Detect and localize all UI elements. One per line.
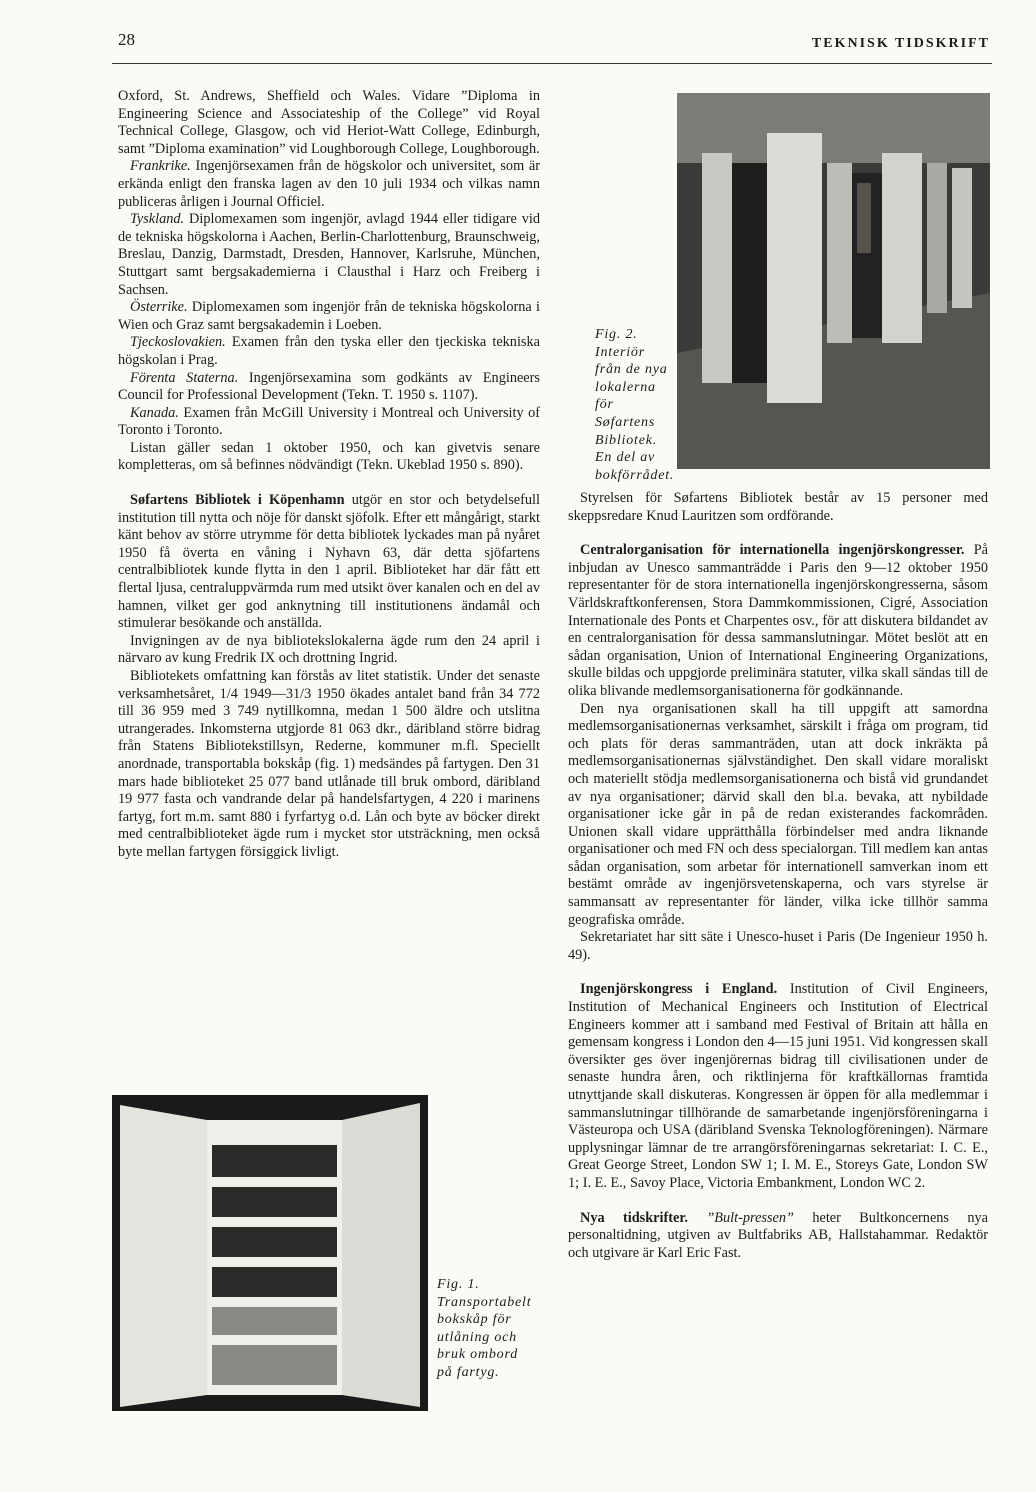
- paragraph-text: Styrelsen för Søfartens Bibliotek består av 15 personer med skeppsredare Knud Lauritzen som ordförande.: [568, 490, 988, 524]
- country-heading: Tyskland.: [130, 211, 185, 228]
- paragraph-text: Ingenjörsexamen från de högskolor och universitet, som är erkända enligt den franska lagen av den 10 juli 1934 och vilkas namn publiceras årligen i Journal Officiel.: [118, 158, 540, 210]
- journal-title: TEKNISK TIDSKRIFT: [811, 36, 990, 51]
- country-heading: Tjeckoslovakien.: [130, 334, 226, 351]
- paragraph-text: Diplomexamen som ingenjör, avlagd 1944 eller tidigare vid de tekniska högskolorna i Aachen, Berlin-Charlottenburg, Braunschweig, Breslau, Danzig, Darmstadt, Dresden, Hannover, Karlsruhe, München, Stuttgart samt bergsakademierna i Clausthal i Harz och Freiberg i Sachsen.: [118, 211, 540, 298]
- header-rule: [112, 63, 992, 64]
- paragraph: [568, 929, 988, 964]
- fig1-bookcase-photo: [112, 1095, 428, 1411]
- paragraph: [118, 668, 540, 862]
- paragraph: [568, 490, 988, 525]
- paragraph: [118, 633, 540, 668]
- paragraph-text: Institution of Civil Engineers, Institution of Mechanical Engineers och Institution of Electrical Engineers kommer att i samband med Festival of Britain att hålla en gemensam kongress i London den 4—15 juni 1951. Vid kongressen skall översikter ges över ingenjörernas bidrag till civilisationen under de senaste hundra åren, och riktlinjerna för kraftkällornas framtida utnyttjande skall diskuteras. Kongressen är öppen för alla medlemmar i sammanslutningar tillhörande de samarbetande ingenjörsföreningarna i Västeuropa och USA (däribland Svenska Teknologföreningen). Närmare upplysningar lämnar de tre arrangörsföreningarnas sekretariat: I. C. E., Great George Street, London SW 1; I. M. E., Storeys Gate, London SW 1; I. E. E., Savoy Place, Victoria Embankment, London WC 2.: [568, 981, 988, 1191]
- paragraph: [118, 88, 540, 158]
- paragraph-forenta-staterna: [118, 370, 540, 405]
- article-centralorganisation: [568, 542, 988, 700]
- fig2-library-interior-photo: [677, 93, 990, 469]
- paragraph-tyskland: [118, 211, 540, 299]
- paragraph-osterrike: [118, 299, 540, 334]
- paragraph-text: heter Bultkoncernens nya personaltidning, utgiven av Bultfabriks AB, Hallstahammar. Redaktör och utgivare är Karl Eric Fast.: [568, 1209, 988, 1261]
- article-heading: Centralorganisation för internationella ingenjörskongresser.: [580, 542, 965, 559]
- publication-title: ”Bult-pressen”: [706, 1209, 794, 1226]
- article-nya-tidskrifter: [568, 1210, 988, 1263]
- paragraph-text: Examen från McGill University i Montreal och University of Toronto i Toronto.: [118, 404, 540, 439]
- paragraph-kanada: [118, 405, 540, 440]
- page-number: 28: [118, 30, 135, 49]
- paragraph-text: Diplomexamen som ingenjör från de tekniska högskolorna i Wien och Graz samt bergsakademin i Loeben.: [118, 299, 540, 333]
- paragraph-text: Den nya organisationen skall ha till uppgift att samordna medlemsorganisationernas verksamhet, särskilt i fråga om program, tid och plats för deras sammanträden, utan att dock inkräkta på medlemsorganisationernas självständighet. Den skall vidare moraliskt och materiellt stödja medlemsorganisationerna och bistå vid grundandet av nya organisationer; därvid skall den bl.a. bevaka, att nybildade organisationer icke går in på de redan existerandes fackområden. Unionen skall vidare upprätthålla förbindelser med andra liknande organisationer och med FN och dess specialorgan. Till medlem kan antas sådan organisation, som arbetar för internationell samverkan inom ett bestämt område av ingenjörsvetenskaperna, och vars styrelse är sammansatt av representanter för länder, vilka icke tillhör samma geografiska område.: [568, 700, 988, 928]
- article-heading: Ingenjörskongress i England.: [580, 981, 778, 998]
- paragraph: [568, 701, 988, 930]
- paragraph-text: Listan gäller sedan 1 oktober 1950, och kan givetvis senare kompletteras, om så befinnes nödvändigt (Tekn. Ukeblad 1950 s. 890).: [118, 439, 540, 474]
- fig1-caption: Fig. 1. Transportabelt bokskåp för utlåning och bruk ombord på fartyg.: [437, 1277, 532, 1380]
- paragraph-text: Bibliotekets omfattning kan förstås av litet statistik. Under det senaste verksamhetsåret, 1/4 1949—31/3 1950 ökades antalet band från 34 772 till 36 959 med 3 749 nytillkomna, medan 1 500 äldre och utslitna utrangerades. Inkomsterna utgjorde 81 063 dkr., däribland större bidrag från Statens Bibliotekstillsyn, Rederne, kommuner m.fl. Speciellt anordnade, transportabla bokskåp (fig. 1) medsändes på fartygen. Den 31 mars hade biblioteket 25 077 band utlånade till bruk ombord, däribland 19 977 fasta och vandrande delar på handelsfartygen, 4 220 i marinens fartyg, fort m.m. samt 880 i fyrfartyg o.d. Lån och byte av böcker direkt med centralbiblioteket ägde rum i mycket stor utsträckning, men också byte mellan fartygen försiggick livligt.: [118, 668, 540, 860]
- article-heading: Nya tidskrifter.: [580, 1209, 688, 1226]
- paragraph-text: Ingenjörsexamina som godkänts av Engineers Council for Professional Development (Tekn. T. 1950 s. 1107).: [118, 369, 540, 404]
- country-heading: Frankrike.: [130, 158, 191, 175]
- country-heading: Förenta Staterna.: [130, 369, 239, 386]
- paragraph-text: Invigningen av de nya bibliotekslokalerna ägde rum den 24 april i närvaro av kung Fredrik IX och drottning Ingrid.: [118, 632, 540, 667]
- paragraph-text: Sekretariatet har sitt säte i Unesco-huset i Paris (De Ingenieur 1950 h. 49).: [568, 929, 988, 963]
- article-sofartens-bibliotek: [118, 492, 540, 633]
- paragraph-frankrike: [118, 158, 540, 211]
- article-ingenjorskongress: [568, 981, 988, 1192]
- paragraph-text: utgör en stor och betydelsefull institution till nytta och nöje för danskt sjöfolk. Efter ett mångårigt, starkt känt behov av större utrymme för detta bibliotek lyckades man på nyåret 1950 få överta en våning i Nyhavn 63, där detta sjöfartens centralbibliotek kunde flytta in den 1 april. Biblioteket har där fått ett flertal ljusa, centraluppvärmda rum med utsikt över kanalen och en del av hamnen, vilket ger god anknytning till institutionens ändamål och stimulerar besökande och anställda.: [118, 492, 540, 632]
- paragraph-tjeckoslovakien: [118, 334, 540, 369]
- paragraph-text: Examen från den tyska eller den tjeckiska tekniska högskolan i Prag.: [118, 334, 540, 368]
- paragraph-text: På inbjudan av Unesco sammanträdde i Paris den 9—12 oktober 1950 representanter för de stora internationella ingenjörskongresserna, såsom Världskraftkonferensen, Stora Dammkommissionen, Cigré, Association Internationale des Ponts et Charpentes osv., för att diskutera bildandet av en centralorganisation för dessa sammanslutningar. Mötet beslöt att en sådan organisation, Union of International Engineering Organizations, skulle bildas och uppgjorde preliminära statuter, vilka skall sändas till de olika blivande medlemsorganisationerna för godkännande.: [568, 542, 989, 699]
- country-heading: Österrike.: [130, 299, 188, 316]
- right-column: [568, 490, 988, 1262]
- left-column: [118, 88, 540, 862]
- article-heading: Søfartens Bibliotek i Köpenhamn: [130, 492, 345, 509]
- paragraph-text: Oxford, St. Andrews, Sheffield och Wales. Vidare ”Diploma in Engineering Science and Associateship of the College” vid Royal Technical College, Glasgow, och vid Heriot-Watt College, Edinburgh, samt ”Diploma examination” vid Loughborough College, Loughborough.: [118, 88, 540, 157]
- paragraph: [118, 440, 540, 475]
- country-heading: Kanada.: [130, 404, 179, 421]
- fig2-caption: Fig. 2. Interiör från de nya lokalerna för Søfartens Bibliotek. En del av bokförrådet.: [595, 327, 675, 483]
